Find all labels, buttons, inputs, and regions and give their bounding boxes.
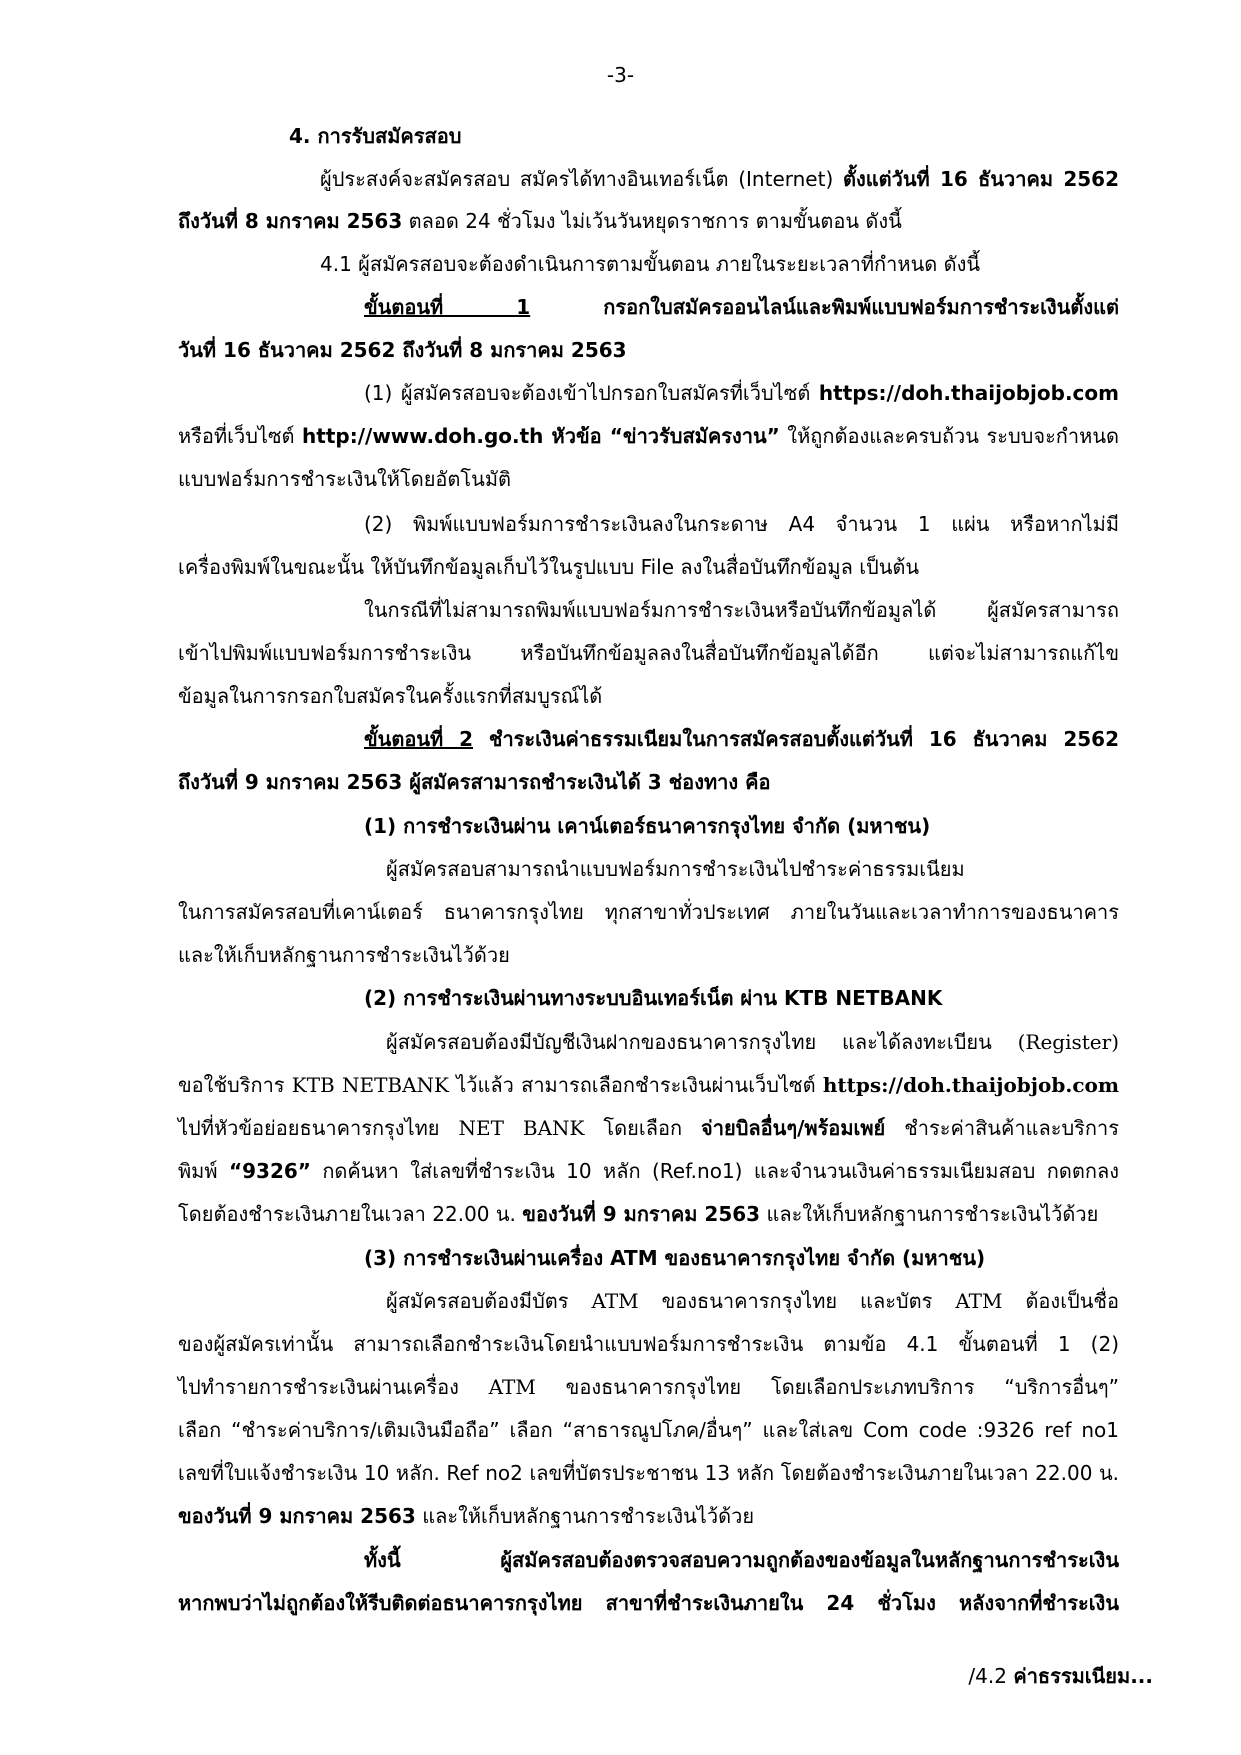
step1-item1-line-2: [178, 421, 1119, 451]
channel1-line-1: ผู้สมัครสอบสามารถนำแบบฟอร์มการชำระเงินไปชำระค่าธรรมเนียม: [386, 857, 965, 881]
channel2-text: ผู้สมัครสอบต้องมีบัญชีเงินฝากของธนาคารกรุงไทย และได้ลงทะเบียน: [386, 1030, 1018, 1054]
step1-note-line-2: เข้าไปพิมพ์แบบฟอร์มการชำระเงิน หรือบันทึกข้อมูลลงในสื่อบันทึกข้อมูลได้อีก แต่จะไม่สามารถแก้ไข: [178, 641, 1119, 665]
channel2-text-8: กดค้นหา ใส่เลขที่ชำระเงิน 10 หลัก (Ref.no1) และจำนวนเงินค่าธรรมเนียมสอบ กดตกลง: [310, 1159, 1119, 1183]
channel2-heading: (2) การชำระเงินผ่านทางระบบอินเทอร์เน็ต ผ่าน KTB NETBANK: [364, 986, 943, 1010]
step2-title-line-2: ถึงวันที่ 9 มกราคม 2563 ผู้สมัครสามารถชำระเงินได้ 3 ช่องทาง คือ: [178, 770, 771, 794]
intro-line-1: [320, 164, 1119, 194]
ktb-netbank-term: KTB NETBANK: [291, 1073, 449, 1097]
channel3-line-1: [386, 1286, 1119, 1316]
step1-item1-text-2: หรือที่เว็บไซต์: [178, 424, 303, 448]
channel1-heading: (1) การชำระเงินผ่าน เคาน์เตอร์ธนาคารกรุงไทย จำกัด (มหาชน): [364, 814, 931, 838]
channel1-line-2: ในการสมัครสอบที่เคาน์เตอร์ ธนาคารกรุงไทย ทุกสาขาทั่วประเทศ ภายในวันและเวลาทำการของธนาคาร: [178, 900, 1119, 924]
news-topic: หัวข้อ “ข่าวรับสมัครงาน”: [543, 424, 780, 448]
step1-item1-line-3: แบบฟอร์มการชำระเงินให้โดยอัตโนมัติ: [178, 467, 512, 491]
channel2-text-2: ขอใช้บริการ: [178, 1073, 292, 1097]
step1-note-line-1: ในกรณีที่ไม่สามารถพิมพ์แบบฟอร์มการชำระเงินหรือบันทึกข้อมูลได้ ผู้สมัครสามารถ: [364, 598, 1119, 622]
channel3-text: ผู้สมัครสอบต้องมีบัตร: [386, 1289, 592, 1313]
continuation-marker: [968, 1661, 1153, 1691]
intro-line-2: [178, 206, 902, 236]
final-note-line-1: ทั้งนี้ ผู้สมัครสอบต้องตรวจสอบความถูกต้องของข้อมูลในหลักฐานการชำระเงิน: [364, 1548, 1119, 1572]
step1-label: ขั้นตอนที่ 1: [364, 295, 531, 319]
final-note-line-2: หากพบว่าไม่ถูกต้องให้รีบติดต่อธนาคารกรุงไทย สาขาที่ชำระเงินภายใน 24 ชั่วโมง หลังจากที่ชำระเงิน: [178, 1591, 1119, 1615]
channel2-line-5: [178, 1199, 1098, 1229]
service-code: “9326”: [228, 1159, 311, 1183]
channel3-line-5: เลขที่ใบแจ้งชำระเงิน 10 หลัก. Ref no2 เลขที่บัตรประชาชน 13 หลัก โดยต้องชำระเงินภายในเวลา 22.00 น.: [178, 1461, 1119, 1485]
step1-title-line-1: [364, 292, 1119, 322]
channel3-text-5: ของธนาคารกรุงไทย โดยเลือกประเภทบริการ “บริการอื่นๆ”: [535, 1375, 1119, 1399]
step1-item1-text: (1) ผู้สมัครสอบจะต้องเข้าไปกรอกใบสมัครที่เว็บไซต์: [364, 381, 819, 405]
intro-start-date: ตั้งแต่วันที่ 16 ธันวาคม 2562: [842, 167, 1119, 191]
doh-website-link[interactable]: http://www.doh.go.th: [302, 424, 544, 448]
step1-title-line-2: วันที่ 16 ธันวาคม 2562 ถึงวันที่ 8 มกราคม 2563: [178, 338, 627, 362]
section-heading: 4. การรับสมัครสอบ: [289, 124, 462, 148]
channel3-text-3: ต้องเป็นชื่อ: [1002, 1289, 1119, 1313]
intro-text: ผู้ประสงค์จะสมัครสอบ สมัครได้ทางอินเทอร์เน็ต (Internet): [320, 167, 843, 191]
net-bank-term: NET BANK: [458, 1116, 585, 1140]
channel3-heading: (3) การชำระเงินผ่านเครื่อง ATM ของธนาคารกรุงไทย จำกัด (มหาชน): [364, 1246, 986, 1270]
channel3-line-2: ของผู้สมัครเท่านั้น สามารถเลือกชำระเงินโดยนำแบบฟอร์มการชำระเงิน ตามข้อ 4.1 ขั้นตอนที่ 1 (2): [178, 1332, 1119, 1356]
channel2-line-3: [178, 1113, 1119, 1143]
channel2-text-5: โดยเลือก: [584, 1116, 702, 1140]
channel2-text-4: ไปที่หัวข้อย่อยธนาคารกรุงไทย: [178, 1116, 459, 1140]
step1-item2-line-1: (2) พิมพ์แบบฟอร์มการชำระเงินลงในกระดาษ A4 จำนวน 1 แผ่น หรือหากไม่มี: [364, 512, 1119, 536]
subsection-4-1: 4.1 ผู้สมัครสอบจะต้องดำเนินการตามขั้นตอน ภายในระยะเวลาที่กำหนด ดังนี้: [320, 252, 981, 276]
payment-website-link[interactable]: https://doh.thaijobjob.com: [822, 1073, 1119, 1097]
channel2-line-1: [386, 1027, 1119, 1057]
apply-website-link[interactable]: https://doh.thaijobjob.com: [818, 381, 1119, 405]
channel3-line-3: [178, 1372, 1119, 1402]
intro-end-date: ถึงวันที่ 8 มกราคม 2563: [178, 209, 403, 233]
page-number: -3-: [606, 63, 635, 87]
continuation-prefix: /4.2: [968, 1664, 1014, 1688]
channel1-line-3: และให้เก็บหลักฐานการชำระเงินไว้ด้วย: [178, 943, 510, 967]
channel2-text-9: โดยต้องชำระเงินภายในเวลา 22.00 น.: [178, 1202, 523, 1226]
register-term: (Register): [1017, 1030, 1119, 1054]
step2-label: ขั้นตอนที่ 2: [364, 727, 473, 751]
channel2-line-2: [178, 1070, 1119, 1100]
continuation-text: ค่าธรรมเนียม...: [1013, 1664, 1153, 1688]
intro-text-2: ตลอด 24 ชั่วโมง ไม่เว้นวันหยุดราชการ ตามขั้นตอน ดังนี้: [402, 209, 902, 233]
step1-item1-line-1: [364, 378, 1119, 408]
channel2-deadline: ของวันที่ 9 มกราคม 2563: [522, 1202, 761, 1226]
channel2-line-4: [178, 1156, 1119, 1186]
step2-title: ชำระเงินค่าธรรมเนียมในการสมัครสอบตั้งแต่วันที่ 16 ธันวาคม 2562: [473, 727, 1120, 751]
channel2-text-6: ชำระค่าสินค้าและบริการ: [885, 1116, 1119, 1140]
channel3-text-6: และให้เก็บหลักฐานการชำระเงินไว้ด้วย: [415, 1504, 755, 1528]
bill-payment-option: จ่ายบิลอื่นๆ/พร้อมเพย์: [701, 1116, 886, 1140]
channel3-line-4: เลือก “ชำระค่าบริการ/เติมเงินมือถือ” เลือก “สาธารณูปโภค/อื่นๆ” และใส่เลข Com code :9326 ref no1: [178, 1418, 1119, 1442]
channel3-line-6: [178, 1501, 754, 1531]
step1-title: กรอกใบสมัครออนไลน์และพิมพ์แบบฟอร์มการชำระเงินตั้งแต่: [530, 295, 1120, 319]
channel3-deadline: ของวันที่ 9 มกราคม 2563: [178, 1504, 416, 1528]
atm-term: ATM: [591, 1289, 639, 1313]
channel2-text-3: ไว้แล้ว สามารถเลือกชำระเงินผ่านเว็บไซต์: [449, 1073, 823, 1097]
channel2-text-7: พิมพ์: [178, 1159, 229, 1183]
atm-term-3: ATM: [488, 1375, 536, 1399]
step1-item2-line-2: เครื่องพิมพ์ในขณะนั้น ให้บันทึกข้อมูลเก็บไว้ในรูปแบบ File ลงในสื่อบันทึกข้อมูล เป็นต้น: [178, 555, 920, 579]
channel3-text-2: ของธนาคารกรุงไทย และบัตร: [638, 1289, 956, 1313]
atm-term-2: ATM: [955, 1289, 1003, 1313]
step1-note-line-3: ข้อมูลในการกรอกใบสมัครในครั้งแรกที่สมบูรณ์ได้: [178, 684, 603, 708]
channel2-text-10: และให้เก็บหลักฐานการชำระเงินไว้ด้วย: [760, 1202, 1099, 1226]
channel3-text-4: ไปทำรายการชำระเงินผ่านเครื่อง: [178, 1375, 489, 1399]
step2-title-line-1: [364, 724, 1119, 754]
step1-item1-text-3: ให้ถูกต้องและครบถ้วน ระบบจะกำหนด: [779, 424, 1119, 448]
